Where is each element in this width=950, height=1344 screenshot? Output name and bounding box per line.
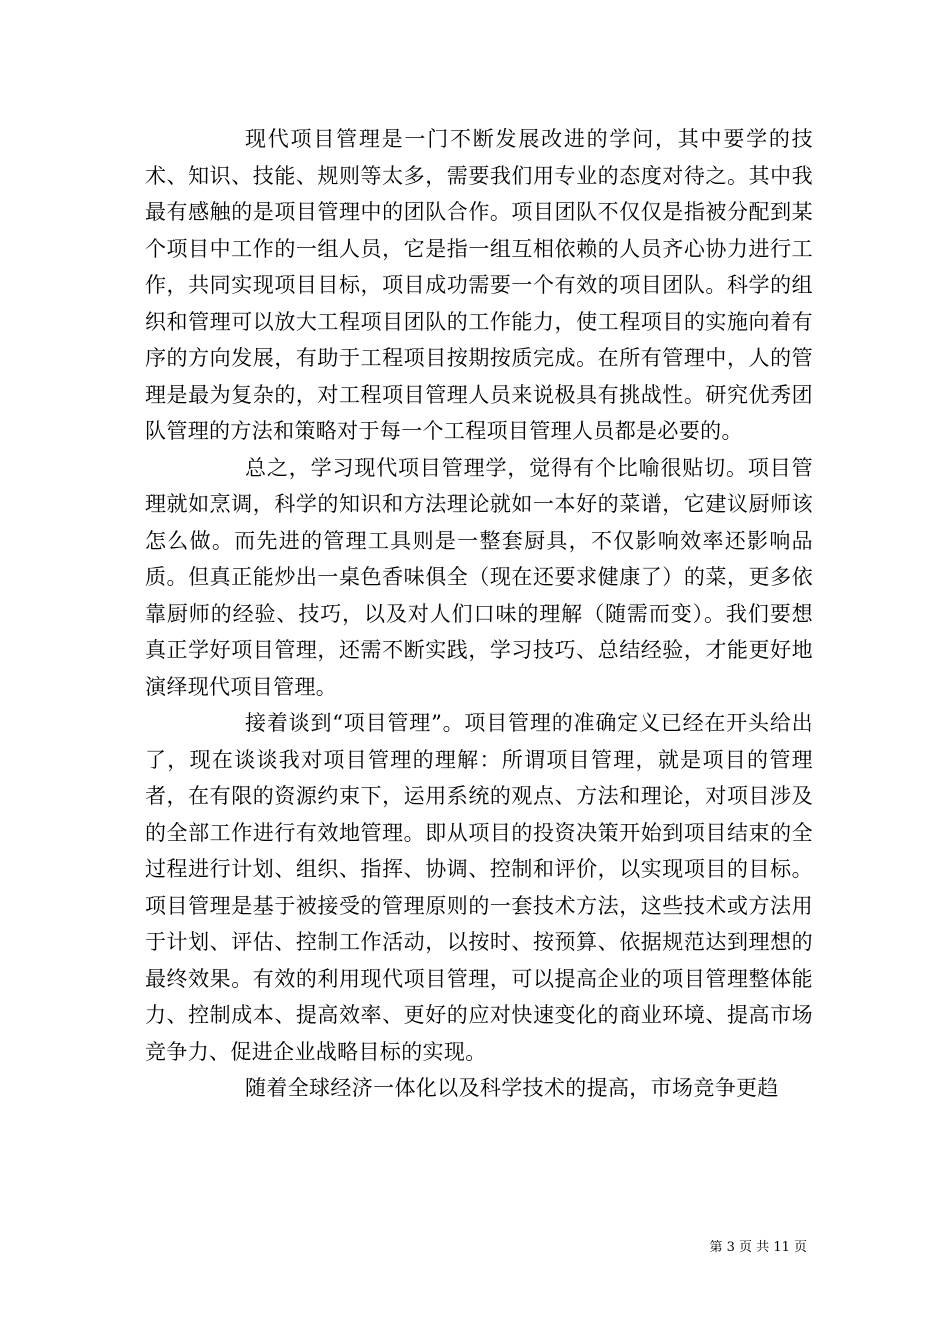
document-body [145, 121, 813, 1107]
paragraph-globalization: 随着全球经济一体化以及科学技术的提高，市场竞争更趋 [245, 1076, 779, 1100]
paragraph-pm-definition: 接着谈到“项目管理”。项目管理的准确定义已经在开头给出了，现在谈谈我对项目管理的理解：所谓项目管理，就是项目的管理者，在有限的资源约束下，运用系统的观点、方法和理论，对项目涉及的全部工作进行有效地管理。即从项目的投资决策开始到项目结束的全过程进行计划、组织、指挥、协调、控制和评价，以实现项目的目标。项目管理是基于被接受的管理原则的一套技术方法，这些技术或方法用于计划、评估、控制工作活动，以按时、按预算、依据规范达到理想的最终效果。有效的利用现代项目管理，可以提高企业的项目管理整体能力、控制成本、提高效率、更好的应对快速变化的商业环境、提高市场竞争力、促进企业战略目标的实现。 [145, 711, 813, 1064]
paragraph-cooking-metaphor: 总之，学习现代项目管理学，觉得有个比喻很贴切。项目管理就如烹调，科学的知识和方法理论就如一本好的菜谱，它建议厨师该怎么做。而先进的管理工具则是一整套厨具，不仅影响效率还影响品质。但真正能炒出一桌色香味俱全（现在还要求健康了）的菜，更多依靠厨师的经验、技巧，以及对人们口味的理解（随需而变）。我们要想真正学好项目管理，还需不断实践，学习技巧、总结经验，才能更好地演绎现代项目管理。 [145, 455, 813, 699]
page-number: 第 3 页 共 11 页 [709, 1240, 807, 1255]
paragraph-team-cooperation: 现代项目管理是一门不断发展改进的学问，其中要学的技术、知识、技能、规则等太多，需要我们用专业的态度对待之。其中我最有感触的是项目管理中的团队合作。项目团队不仅仅是指被分配到某个项目中工作的一组人员，它是指一组互相依赖的人员齐心协力进行工作，共同实现项目目标，项目成功需要一个有效的项目团队。科学的组织和管理可以放大工程项目团队的工作能力，使工程项目的实施向着有序的方向发展，有助于工程项目按期按质完成。在所有管理中，人的管理是最为复杂的，对工程项目管理人员来说极具有挑战性。研究优秀团队管理的方法和策略对于每一个工程项目管理人员都是必要的。 [145, 127, 813, 443]
